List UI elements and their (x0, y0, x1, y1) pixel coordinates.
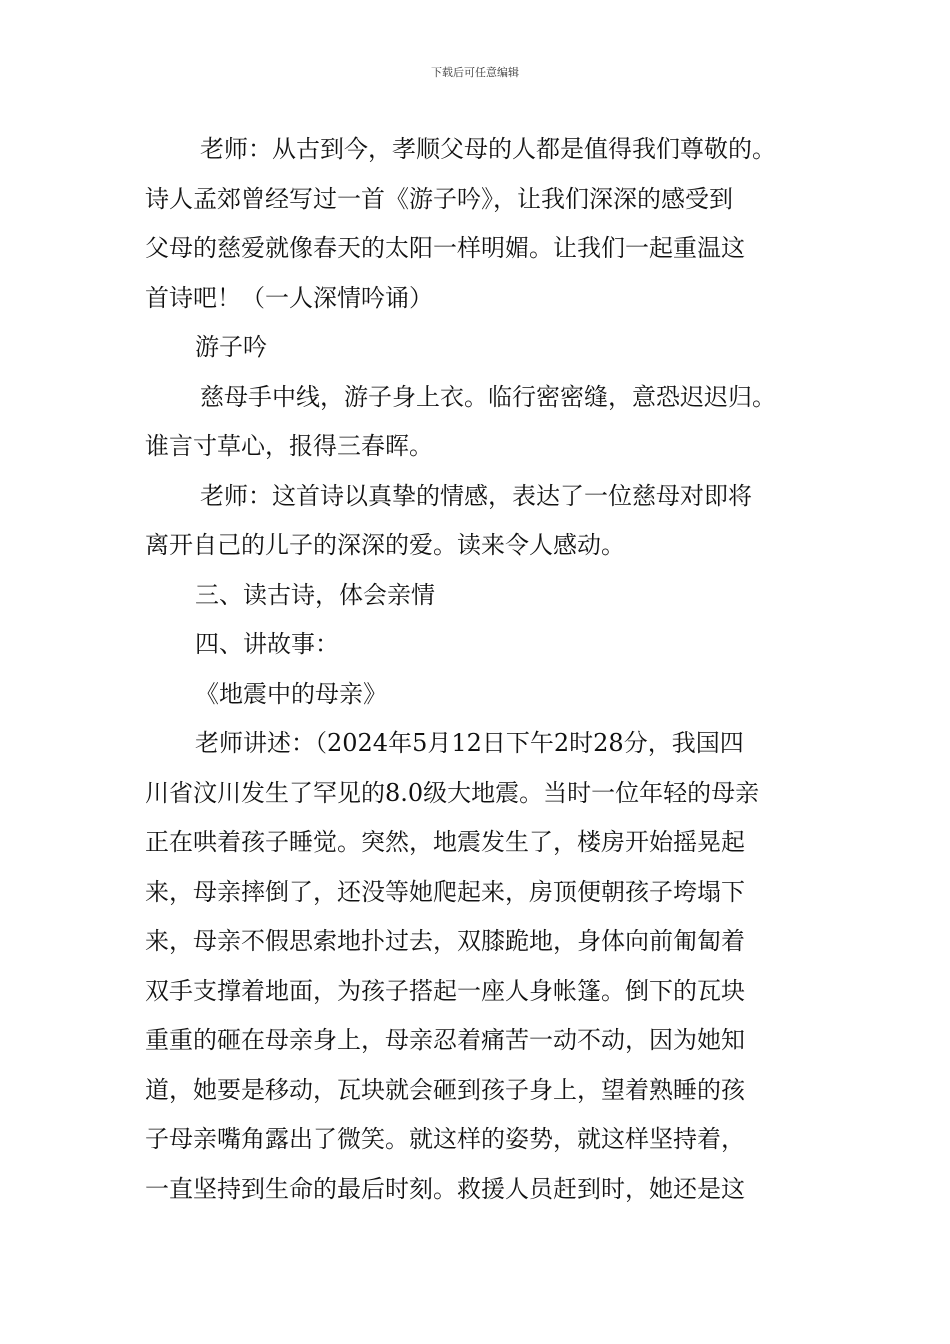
paragraph-line: 父母的慈爱就像春天的太阳一样明媚。让我们一起重温这 (145, 234, 745, 262)
paragraph-line: 道，她要是移动，瓦块就会砸到孩子身上，望着熟睡的孩 (145, 1075, 745, 1104)
paragraph-line: 首诗吧！（一人深情吟诵） (145, 283, 433, 312)
section-heading: 四、讲故事： (195, 630, 339, 658)
paragraph-line: 老师：从古到今，孝顺父母的人都是值得我们尊敬的。 (200, 135, 776, 163)
paragraph-line: 来，母亲摔倒了，还没等她爬起来，房顶便朝孩子垮塌下 (145, 877, 745, 906)
document-body (145, 125, 815, 1214)
story-title: 《地震中的母亲》 (195, 679, 387, 708)
paragraph-line: 川省汶川发生了罕见的8.0级大地震。当时一位年轻的母亲 (145, 778, 760, 807)
paragraph-line: 离开自己的儿子的深深的爱。读来令人感动。 (145, 531, 625, 559)
paragraph-line: 双手支撑着地面，为孩子搭起一座人身帐篷。倒下的瓦块 (145, 976, 745, 1005)
paragraph-line: 正在哄着孩子睡觉。突然，地震发生了，楼房开始摇晃起 (145, 828, 745, 856)
paragraph-line: 重重的砸在母亲身上，母亲忍着痛苦一动不动，因为她知 (145, 1026, 745, 1054)
paragraph-line: 老师讲述：（2024年5月12日下午2时28分，我国四 (195, 729, 744, 757)
poem-title: 游子吟 (195, 333, 267, 361)
section-heading: 三、读古诗，体会亲情 (195, 580, 435, 609)
paragraph-line: 一直坚持到生命的最后时刻。救援人员赶到时，她还是这 (145, 1174, 745, 1203)
paragraph-line: 老师：这首诗以真挚的情感，表达了一位慈母对即将 (200, 481, 752, 510)
poem-line: 慈母手中线，游子身上衣。临行密密缝，意恐迟迟归。 (200, 382, 776, 411)
paragraph-line: 来，母亲不假思索地扑过去，双膝跪地，身体向前匍匐着 (145, 927, 745, 955)
poem-line: 谁言寸草心，报得三春晖。 (145, 432, 433, 460)
page-header: 下载后可任意编辑 (431, 66, 519, 79)
paragraph-line: 子母亲嘴角露出了微笑。就这样的姿势，就这样坚持着， (145, 1125, 745, 1153)
paragraph-line: 诗人孟郊曾经写过一首《游子吟》，让我们深深的感受到 (145, 184, 733, 213)
